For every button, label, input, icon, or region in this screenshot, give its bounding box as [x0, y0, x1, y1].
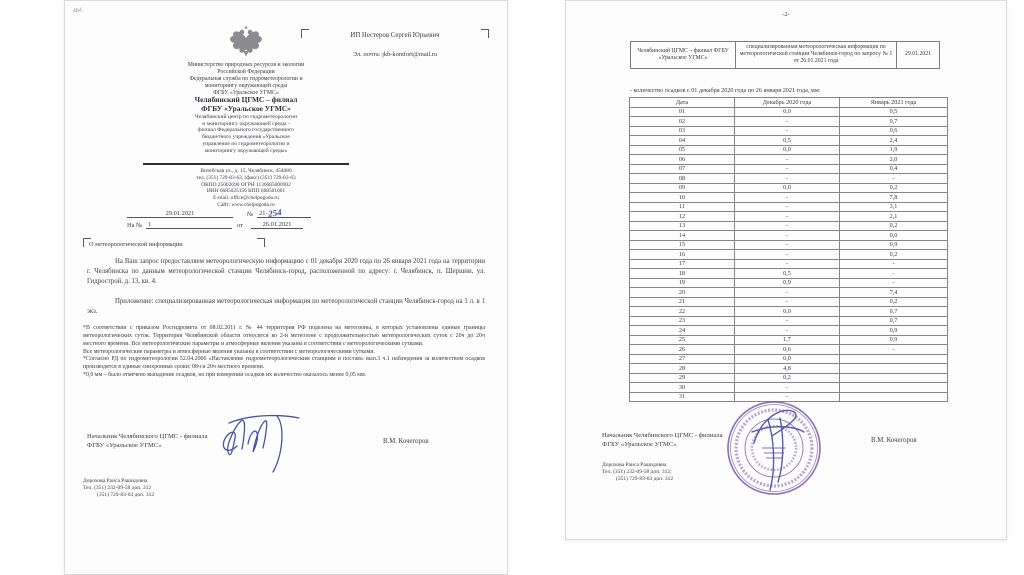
text-line: Министерство природных ресурсов и экологии — [187, 62, 305, 68]
corner-mark-right-icon — [481, 29, 489, 38]
table-row — [630, 364, 948, 374]
recipient-block — [301, 29, 489, 58]
table-cell: - — [735, 155, 840, 165]
text-line: бюджетного учреждения «Уральское — [202, 134, 290, 141]
table-cell: 06 — [630, 155, 735, 165]
table-cell: 20 — [630, 288, 735, 298]
text-line: ОКПО 25002690 ОГРН 1136685000902 — [201, 181, 291, 188]
number-sign-label: № — [247, 211, 254, 218]
page-number: -2- — [782, 11, 790, 18]
table-cell: 01 — [630, 107, 735, 117]
text-line: мониторингу окружающей среды — [204, 83, 288, 90]
table-row — [630, 164, 948, 174]
contact-block — [602, 462, 673, 483]
body-paragraph: Приложение: специализированная метеорологическая информация по метеорологической станции Челябинск-город на 1 л. в 1 экз. — [87, 297, 485, 315]
table-cell: - — [735, 250, 840, 260]
text-line: тел. (351) 729-83-63, (факс) (351) 729-83-63 — [196, 174, 296, 181]
table-cell: 1,7 — [735, 335, 840, 345]
table-cell: 1,9 — [840, 145, 948, 155]
table-cell: 2,1 — [840, 212, 948, 222]
table-cell: - — [735, 221, 840, 231]
table-cell: 0,2 — [840, 183, 948, 193]
table-cell: - — [735, 297, 840, 307]
body-paragraph: На Ваш запрос предоставляем метеорологическую информацию с 01 декабря 2020 года по 26 января 2021 года на территории г. Челябинска по данным метеорологической станции Челябинск-город, расположенной по адресу: г. Челябинск, п. Шершни, ул. Гидрострой, д. 13, кв. 4. — [87, 258, 485, 286]
outgoing-number-prefix: 21- — [259, 210, 268, 217]
table-row — [630, 307, 948, 317]
text-line: ФГБУ «Уральское УГМС» — [87, 441, 162, 449]
text-line: Челябинский центр по гидрометеорологии — [194, 114, 298, 120]
text-line: Начальник Челябинского ЦГМС - филиала — [87, 433, 208, 440]
table-row — [630, 316, 948, 326]
text-line: Российской Федерации — [217, 69, 275, 76]
table-row — [630, 136, 948, 146]
column-header-january: Январь 2021 года — [840, 98, 948, 108]
table-cell: 0,5 — [735, 269, 840, 279]
table-row — [630, 278, 948, 288]
table-cell: 15 — [630, 240, 735, 250]
letter-subject — [83, 238, 265, 250]
table-row — [630, 288, 948, 298]
text-line: Дорохова Раиса Рашидовна — [602, 462, 667, 468]
outgoing-number — [257, 207, 311, 218]
handwritten-corner-note: 464 — [72, 7, 83, 15]
table-row — [630, 297, 948, 307]
table-cell: - — [735, 126, 840, 136]
text-line: Все метеорологические параметры и атмосферные явления указаны в соответствии с метеорологическими сутками. — [83, 348, 375, 355]
table-row — [630, 231, 948, 241]
table-cell: - — [735, 288, 840, 298]
header-divider — [143, 163, 349, 165]
table-row — [630, 259, 948, 269]
table-cell: 17 — [630, 259, 735, 269]
header-cell-organization: Челябинский ЦГМС – филиал ФГБУ «Уральское УГМС» — [631, 42, 736, 69]
outgoing-reference-row — [127, 207, 327, 218]
table-row — [630, 221, 948, 231]
table-cell: 10 — [630, 193, 735, 203]
text-line: Челябинский ЦГМС – филиал — [194, 95, 298, 104]
corner-mark-right-icon — [257, 238, 265, 247]
text-line: филиал Федерального государственного — [198, 127, 294, 134]
table-cell: 0,5 — [735, 136, 840, 146]
table-cell: 0,2 — [735, 373, 840, 383]
column-header-december: Декабрь 2020 года — [735, 98, 840, 108]
table-cell: 25 — [630, 335, 735, 345]
table-cell: 0,6 — [735, 345, 840, 355]
header-cell-date: 29.01.2021 — [897, 42, 940, 69]
table-row — [630, 212, 948, 222]
incoming-number: 1 — [146, 221, 232, 229]
incoming-date: 26.01.2021 — [251, 221, 303, 229]
table-cell: 23 — [630, 316, 735, 326]
text-line: Начальник Челябинского ЦГМС - филиала — [602, 432, 723, 439]
text-line: Федеральная служба по гидрометеорологии и — [189, 76, 303, 83]
text-line: ФГБУ «Уральское УГМС» — [201, 103, 291, 113]
outgoing-date: 29.01.2021 — [127, 210, 233, 218]
table-cell: 7,4 — [840, 288, 948, 298]
table-row — [630, 335, 948, 345]
text-line: (351) 729-83-63 доп. 312 — [97, 492, 155, 499]
table-cell: 09 — [630, 183, 735, 193]
table-cell: 28 — [630, 364, 735, 374]
table-cell: - — [840, 278, 948, 288]
table-cell: - — [735, 316, 840, 326]
reply-to-label: На № — [127, 222, 143, 229]
recipient-email: Эл. почта: jkb-komfort@mail.ru — [352, 51, 438, 58]
table-row — [630, 240, 948, 250]
letter-page — [64, 0, 508, 575]
table-cell: - — [840, 269, 948, 279]
text-line: Сайт: www.chelpogoda.ru — [217, 201, 275, 208]
ministry-header — [126, 62, 366, 97]
table-cell: 0,9 — [840, 335, 948, 345]
text-line: Дорохова Раиса Рашидовна — [83, 478, 148, 484]
table-row — [630, 345, 948, 355]
text-line: Витебская ул., д. 15, Челябинск, 454080 — [200, 168, 292, 174]
table-cell: 08 — [630, 174, 735, 184]
table-cell: 4,8 — [735, 364, 840, 374]
text-line: *Согласно РД по гидрометеорологии 52.04.2006 «Наставление гидрометеорологическим станциям и постам» вып.3 ч.1 наблюдения за количеством осадков производятся в единые синхронные сроки: 08ч и 20ч местного времени. — [83, 356, 485, 371]
table-cell: 04 — [630, 136, 735, 146]
text-line: управление по гидрометеорологии и — [202, 140, 290, 147]
handwritten-number: 254 — [267, 207, 282, 219]
table-cell: - — [735, 326, 840, 336]
table-cell: - — [735, 383, 840, 393]
table-cell: 14 — [630, 231, 735, 241]
table-cell: 26 — [630, 345, 735, 355]
subject-text: О метеорологической информации — [89, 241, 183, 248]
table-cell: 19 — [630, 278, 735, 288]
table-cell: 3,1 — [840, 202, 948, 212]
coat-of-arms-eagle-icon — [228, 24, 264, 60]
reference-block — [127, 207, 327, 232]
text-line: Тел. (351) 232-09-58 доп. 312; — [602, 469, 672, 476]
table-cell: 0,7 — [840, 316, 948, 326]
table-header-row — [630, 98, 948, 108]
table-cell: 0,0 — [735, 183, 840, 193]
table-cell: - — [840, 174, 948, 184]
table-cell: 2,0 — [840, 155, 948, 165]
organization-title — [126, 96, 366, 113]
table-caption: - количество осадков с 01 декабря 2020 года по 26 января 2021 года, мм: — [630, 87, 821, 94]
table-cell: 13 — [630, 221, 735, 231]
table-cell: 0,0 — [735, 354, 840, 364]
table-cell: 30 — [630, 383, 735, 393]
table-cell — [840, 392, 948, 402]
table-row — [630, 174, 948, 184]
table-row — [630, 126, 948, 136]
signer-name: В.М. Кочегоров — [383, 438, 429, 445]
table-cell: 27 — [630, 354, 735, 364]
table-row — [630, 193, 948, 203]
table-cell: 0,2 — [840, 221, 948, 231]
table-row — [630, 383, 948, 393]
table-row — [630, 145, 948, 155]
table-cell: 03 — [630, 126, 735, 136]
table-cell: 0,0 — [735, 307, 840, 317]
corner-mark-left-icon — [301, 29, 309, 38]
table-cell: - — [840, 345, 948, 355]
table-cell: - — [735, 392, 840, 402]
table-cell: 11 — [630, 202, 735, 212]
organization-address — [126, 168, 366, 209]
table-row — [630, 202, 948, 212]
table-cell: - — [735, 164, 840, 174]
table-cell: 0,9 — [840, 326, 948, 336]
footnotes-block — [83, 325, 485, 380]
recipient-name-frame — [301, 29, 489, 41]
text-line: Тел. (351) 232-09-58 доп. 312 — [83, 485, 152, 492]
table-cell: 0,0 — [735, 107, 840, 117]
contact-block — [83, 478, 154, 499]
table-cell — [840, 364, 948, 374]
text-line: *В соответствии с приказом Росгидромета от 08.02.2011 г. № 44 территория РФ поделена на метеозоны, в которых установлены единые границы метеорологических суток. Территория Челябинской области относится ко 2-й метеозоне с продолжительностью метеорологических суток с 20ч до 20ч местного времени. Все метеорологические параметры и атмосферные явления указаны в соответствии с метеорологическими сутками. — [83, 325, 485, 347]
table-cell: 0,9 — [840, 240, 948, 250]
recipient-name: ИП Нестеров Сергей Юрьевич — [350, 32, 440, 39]
table-row — [630, 326, 948, 336]
column-header-date: Дата — [630, 98, 735, 108]
text-line: (351) 729-83-63 доп. 312 — [616, 476, 674, 483]
table-cell: 21 — [630, 297, 735, 307]
round-stamp-graphic — [724, 398, 824, 498]
text-line: ИНН 6685025156 КПП 668501001 — [206, 188, 286, 195]
table-row — [630, 107, 948, 117]
table-cell: 0,6 — [840, 126, 948, 136]
table-cell: 0,2 — [840, 297, 948, 307]
text-line: ФГБУ «Уральское УГМС» — [213, 90, 279, 97]
table-row — [630, 373, 948, 383]
table-cell: 7,8 — [840, 193, 948, 203]
table-cell: 31 — [630, 392, 735, 402]
table-cell: - — [735, 212, 840, 222]
table-row — [631, 42, 940, 69]
table-row — [630, 269, 948, 279]
table-cell: 0,2 — [840, 250, 948, 260]
table-cell: 0,9 — [735, 278, 840, 288]
table-cell: 0,0 — [840, 231, 948, 241]
document-header-table — [630, 41, 940, 69]
table-cell: 07 — [630, 164, 735, 174]
table-cell: - — [735, 202, 840, 212]
table-cell: 05 — [630, 145, 735, 155]
table-cell: 0,4 — [840, 164, 948, 174]
table-cell: 16 — [630, 250, 735, 260]
table-row — [630, 117, 948, 127]
table-cell: - — [735, 174, 840, 184]
table-row — [630, 354, 948, 364]
table-cell: 2,4 — [840, 136, 948, 146]
table-row — [630, 183, 948, 193]
text-line: ФГБУ «Уральское УГМС» — [602, 440, 677, 448]
text-line: E-mail: office@chelpogoda.ru — [213, 195, 279, 201]
table-row — [630, 155, 948, 165]
table-cell: - — [735, 231, 840, 241]
table-cell — [840, 383, 948, 393]
organization-description — [136, 114, 356, 154]
table-cell: 18 — [630, 269, 735, 279]
table-cell: - — [735, 259, 840, 269]
table-cell: - — [735, 193, 840, 203]
letter-body — [87, 257, 485, 326]
appendix-page — [565, 0, 1007, 540]
text-line: и мониторингу окружающей среды - — [202, 120, 290, 127]
header-cell-document-title: специализированная метеорологическая информация по метеорологической станции Челябинск-город по запросу № 1 от 26.01.2021 года — [736, 42, 897, 69]
incoming-reference-row — [127, 221, 327, 229]
table-cell: 0,7 — [840, 307, 948, 317]
table-cell: 0,5 — [840, 107, 948, 117]
table-cell: 29 — [630, 373, 735, 383]
text-line: *0,0 мм – было отмечено выпадение осадков, но при измерении осадков их количество оказалось менее 0,05 мм. — [83, 372, 367, 379]
table-cell — [840, 354, 948, 364]
table-cell: 12 — [630, 212, 735, 222]
signer-name: В.М. Кочегоров — [871, 437, 917, 444]
table-cell: 0,7 — [840, 117, 948, 127]
table-cell: - — [735, 117, 840, 127]
precipitation-table — [629, 97, 948, 402]
from-label: от — [237, 222, 244, 229]
table-cell: - — [735, 240, 840, 250]
table-cell: 02 — [630, 117, 735, 127]
signature-graphic — [215, 406, 330, 476]
corner-mark-left-icon — [83, 238, 91, 247]
table-cell: 24 — [630, 326, 735, 336]
table-cell — [840, 373, 948, 383]
table-cell: - — [840, 259, 948, 269]
table-cell: 22 — [630, 307, 735, 317]
table-cell: 0,0 — [735, 145, 840, 155]
text-line: мониторингу окружающей среды» — [204, 147, 288, 154]
table-row — [630, 250, 948, 260]
